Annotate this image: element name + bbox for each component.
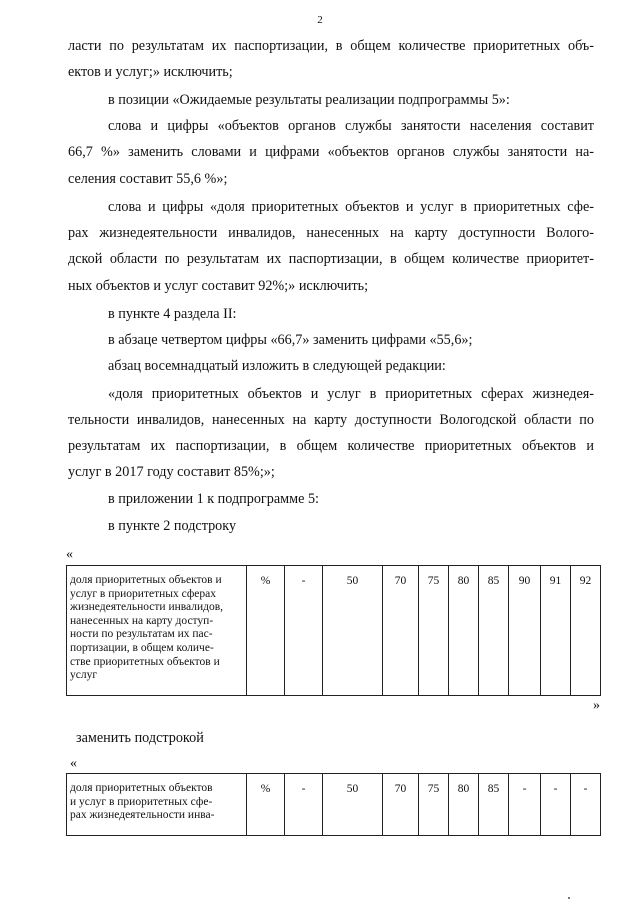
scan-dot: [568, 897, 570, 899]
value-cell: 50: [323, 566, 383, 696]
indicator-description-line: нанесенных на карту доступ-: [70, 614, 214, 627]
text-line: в позиции «Ожидаемые результаты реализации подпрограммы 5»:: [108, 92, 510, 108]
replace-text: заменить подстрокой: [76, 730, 204, 746]
value-cell: 50: [323, 774, 383, 836]
text-line: ектов и услуг;» исключить;: [68, 64, 233, 80]
indicator-description: [67, 566, 247, 696]
indicator-description-line: доля приоритетных объектов и: [70, 574, 222, 586]
open-quote: «: [70, 756, 77, 771]
indicator-description-line: стве приоритетных объектов и: [70, 655, 220, 668]
value-cell: 80: [449, 774, 479, 836]
value-cell: -: [571, 774, 601, 836]
value-cell: 80: [449, 566, 479, 696]
text-line: тельности инвалидов, нанесенных на карту доступности Вологодской области по: [68, 412, 594, 428]
text-line: рах жизнедеятельности инвалидов, нанесенных на карту доступности Волого-: [68, 225, 594, 241]
text-line: в пункте 2 подстроку: [108, 518, 237, 534]
text-line: ных объектов и услуг составит 92%;» исключить;: [68, 278, 369, 294]
indicator-description-line: доля приоритетных объектов: [70, 782, 213, 794]
text-line: дской области по результатам их паспортизации, в общем количестве приоритет-: [68, 251, 594, 267]
indicator-description-line: жизнедеятельности инвалидов,: [70, 601, 224, 614]
text-line: абзац восемнадцатый изложить в следующей редакции:: [108, 358, 446, 374]
unit-cell: %: [247, 774, 285, 836]
text-line: селения составит 55,6 %»;: [68, 171, 228, 187]
value-cell: 91: [541, 566, 571, 696]
value-cell: 92: [571, 566, 601, 696]
text-line: 66,7 %» заменить словами и цифрами «объектов органов службы занятости на-: [68, 144, 594, 160]
indicator-description: [67, 774, 247, 836]
value-cell: 85: [479, 774, 509, 836]
text-line: результатам их паспортизации, в общем количестве приоритетных объектов и: [68, 438, 594, 454]
indicator-table-original: [66, 565, 601, 696]
indicator-table-replacement: [66, 773, 601, 836]
indicator-description-line: услуг в приоритетных сферах: [70, 587, 217, 600]
unit-cell: %: [247, 566, 285, 696]
text-line: в пункте 4 раздела II:: [108, 306, 237, 322]
text-line: слова и цифры «объектов органов службы занятости населения составит: [108, 118, 594, 134]
text-line: в приложении 1 к подпрограмме 5:: [108, 491, 319, 507]
value-cell: -: [285, 774, 323, 836]
value-cell: 75: [419, 566, 449, 696]
value-cell: 90: [509, 566, 541, 696]
indicator-description-line: услуг: [70, 669, 98, 682]
indicator-description-line: ности по результатам их пас-: [70, 628, 213, 641]
text-line: в абзаце четвертом цифры «66,7» заменить цифрами «55,6»;: [108, 332, 473, 348]
value-cell: 75: [419, 774, 449, 836]
value-cell: 85: [479, 566, 509, 696]
text-line: слова и цифры «доля приоритетных объектов и услуг в приоритетных сфе-: [108, 199, 594, 215]
value-cell: -: [509, 774, 541, 836]
indicator-description-line: портизации, в общем количе-: [70, 641, 214, 654]
value-cell: 70: [383, 774, 419, 836]
text-line: «доля приоритетных объектов и услуг в приоритетных сферах жизнедея-: [108, 386, 594, 402]
page-number: 2: [317, 14, 323, 26]
value-cell: -: [541, 774, 571, 836]
close-quote: »: [593, 698, 600, 713]
text-line: услуг в 2017 году составит 85%;»;: [68, 464, 275, 480]
value-cell: 70: [383, 566, 419, 696]
text-line: ласти по результатам их паспортизации, в общем количестве приоритетных объ-: [68, 38, 594, 54]
value-cell: -: [285, 566, 323, 696]
open-quote: «: [66, 547, 73, 562]
indicator-description-line: рах жизнедеятельности инва-: [70, 809, 215, 822]
indicator-description-line: и услуг в приоритетных сфе-: [70, 795, 213, 808]
